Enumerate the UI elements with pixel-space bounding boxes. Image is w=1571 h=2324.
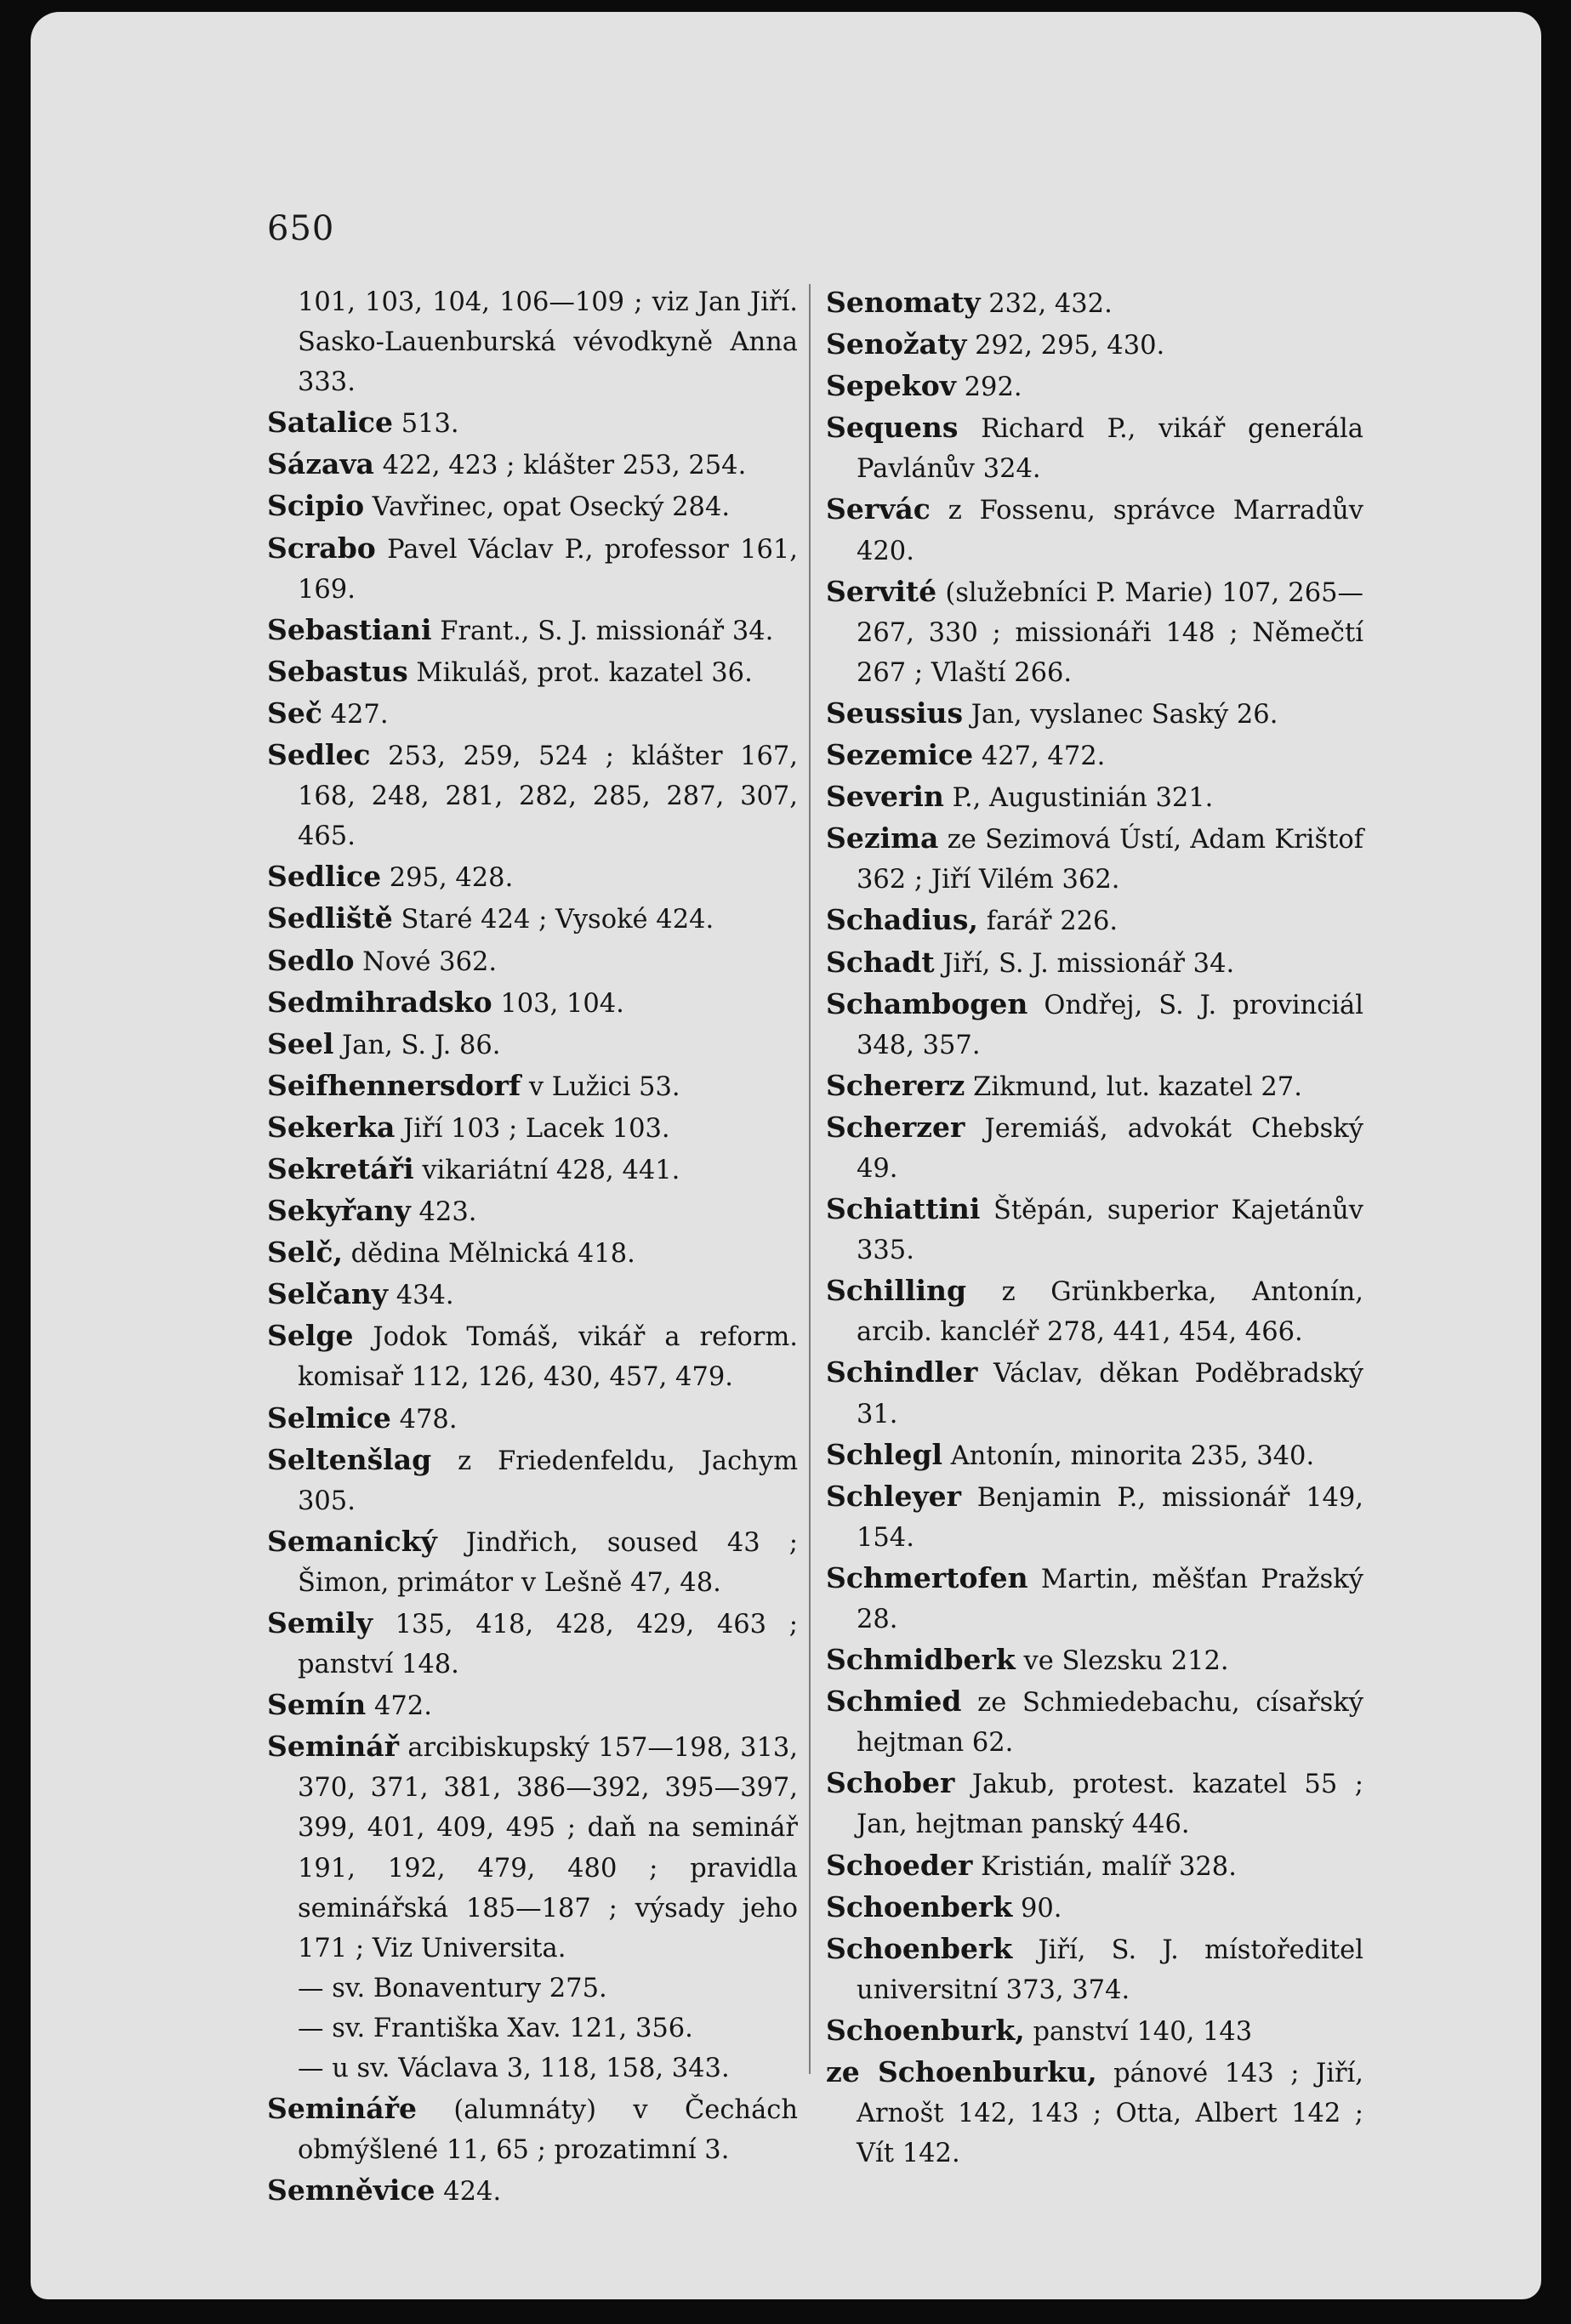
index-entry [267, 2170, 798, 2212]
entry-text: Jiří 103 ; Lacek 103. [403, 1113, 670, 1144]
headword: Schiattini [826, 1192, 981, 1226]
entry-text: Jakub, protest. kazatel 55 ; Jan, hejtman panský 446. [857, 1770, 1363, 1840]
entry-text: Zikmund, lut. kazatel 27. [973, 1071, 1302, 1102]
index-entry [267, 1190, 798, 1232]
index-entry [826, 1065, 1363, 1107]
headword: Sedlo [267, 943, 355, 977]
entry-text: Martin, měšťan Pražský 28. [857, 1564, 1363, 1634]
index-entry [826, 2010, 1363, 2052]
book-page [31, 12, 1541, 2299]
page-number: 650 [267, 209, 335, 248]
entry-text: Jeremiáš, advokát Chebský 49. [857, 1113, 1363, 1184]
index-entry [267, 1603, 798, 1685]
entry-text: z Friedenfeldu, Jachym 305. [298, 1446, 798, 1516]
entry-text: z Fossenu, správce Marradův 420. [857, 496, 1363, 566]
entry-text: Jodok Tomáš, vikář a reform. komisař 112, 126, 430, 457, 479. [298, 1322, 798, 1393]
index-entry [826, 1845, 1363, 1887]
entry-text: P., Augustinián 321. [952, 783, 1214, 814]
headword: Senožaty [826, 327, 967, 361]
entry-text: Jan, S. J. 86. [342, 1030, 501, 1060]
index-entry [826, 1189, 1363, 1270]
headword: Schmidberk [826, 1643, 1016, 1677]
index-entry [826, 282, 1363, 324]
index-column-right [826, 282, 1363, 2173]
index-entry: 101, 103, 104, 106—109 ; viz Jan Jiří. Sasko-Lauenburská vévodkyně Anna 333. [298, 287, 798, 398]
index-entry [267, 1274, 798, 1315]
index-entry [826, 1763, 1363, 1844]
entry-text: Štěpán, superior Kajetánův 335. [857, 1196, 1363, 1266]
headword: Scherzer [826, 1110, 965, 1144]
index-entry [826, 1435, 1363, 1476]
index-entry [826, 407, 1363, 489]
entry-text: 424. [443, 2177, 502, 2208]
entry-text: Vavřinec, opat Osecký 284. [372, 492, 731, 523]
index-entry [267, 1232, 798, 1274]
index-entry [267, 1726, 798, 1969]
entry-text: (alumnáty) v Čechách obmýšlené 11, 65 ; prozatimní 3. [298, 2095, 798, 2166]
entry-text: Benjamin P., missionář 149, 154. [857, 1482, 1363, 1553]
entry-text: 295, 428. [389, 863, 514, 894]
headword: Sázava [267, 447, 374, 481]
index-entry [267, 1521, 798, 1603]
entry-text: panství 140, 143 [1033, 2016, 1253, 2047]
entry-text: dědina Mělnická 418. [350, 1239, 635, 1270]
headword: Sezima [826, 821, 939, 855]
index-entry [267, 940, 798, 982]
index-entry [826, 1352, 1363, 1434]
headword: Schererz [826, 1068, 965, 1102]
index-entry [267, 1398, 798, 1440]
entry-text: Jiří, S. J. místoředitel universitní 373, 374. [857, 1935, 1363, 2005]
headword: Selge [267, 1319, 354, 1353]
index-entry [826, 2052, 1363, 2173]
index-entry [267, 1149, 798, 1190]
headword: ze Schoenburku, [826, 2055, 1097, 2089]
headword: Schoenberk [826, 1931, 1013, 1965]
index-entry [826, 900, 1363, 941]
index-entry [826, 1887, 1363, 1929]
headword: Schober [826, 1766, 955, 1800]
headword: Schlegl [826, 1437, 943, 1471]
headword: Seč [267, 696, 322, 730]
entry-text: Antonín, minorita 235, 340. [950, 1440, 1315, 1471]
entry-text: Frant., S. J. missionář 34. [440, 616, 774, 646]
entry-text: Pavel Václav P., professor 161, 169. [298, 534, 798, 605]
headword: Satalice [267, 406, 394, 440]
entry-text: vikariátní 428, 441. [422, 1155, 680, 1185]
entry-text: Václav, děkan Poděbradský 31. [857, 1359, 1363, 1429]
entry-text: 478. [399, 1404, 458, 1435]
headword: Selmice [267, 1401, 391, 1435]
entry-text: z Grünkberka, Antonín, arcib. kancléř 278, 441, 454, 466. [857, 1277, 1363, 1348]
index-entry [267, 1065, 798, 1107]
headword: Servité [826, 574, 937, 608]
index-subentry: — u sv. Václava 3, 118, 158, 343. [298, 2054, 730, 2084]
index-entry [267, 528, 798, 610]
index-entry [267, 1107, 798, 1149]
entry-text: Richard P., vikář generála Pavlánův 324. [857, 414, 1363, 485]
entry-text: pánové 143 ; Jiří, Arnošt 142, 143 ; Otta, Albert 142 ; Vít 142. [857, 2059, 1363, 2169]
entry-text: 513. [401, 409, 459, 440]
index-entry [267, 651, 798, 693]
headword: Selčany [267, 1277, 389, 1311]
headword: Seussius [826, 696, 964, 730]
headword: Schoenburk, [826, 2013, 1025, 2047]
index-entry [267, 1685, 798, 1726]
headword: Sedlec [267, 738, 371, 772]
headword: Sedlice [267, 860, 382, 894]
entry-text: 135, 418, 428, 429, 463 ; panství 148. [298, 1610, 799, 1680]
headword: Schilling [826, 1274, 967, 1308]
entry-text: ve Slezsku 212. [1023, 1646, 1229, 1677]
index-entry [267, 735, 798, 856]
index-subentry: — sv. Františka Xav. 121, 356. [298, 2013, 693, 2043]
index-entry [826, 1270, 1363, 1352]
index-entry [826, 735, 1363, 776]
headword: Semín [267, 1688, 367, 1722]
headword: Seifhennersdorf [267, 1068, 521, 1102]
index-entry [267, 2088, 798, 2170]
entry-text: arcibiskupský 157—198, 313, 370, 371, 381, 386—392, 395—397, 399, 401, 409, 495 ; daň na seminář 191, 192, 479, 480 ; pravidla seminářská 185—187 ; výsady jeho 171 ; Viz Universita. [298, 1733, 798, 1963]
index-entry [267, 898, 798, 940]
entry-text: v Lužici 53. [528, 1071, 680, 1102]
index-entry [267, 1315, 798, 1397]
entry-text: 90. [1020, 1893, 1062, 1923]
headword: Schadius, [826, 903, 978, 937]
headword: Scipio [267, 489, 365, 523]
headword: Schadt [826, 945, 935, 979]
index-entry [826, 366, 1363, 407]
entry-text: 423. [418, 1197, 477, 1228]
headword: Sedliště [267, 901, 393, 935]
index-entry [267, 610, 798, 651]
headword: Sepekov [826, 369, 956, 403]
index-subentry: — sv. Bonaventury 275. [298, 1973, 607, 2003]
entry-text: Kristián, malíř 328. [981, 1851, 1237, 1882]
headword: Scrabo [267, 531, 376, 565]
index-column-left [267, 282, 798, 2212]
headword: Semináře [267, 2092, 418, 2126]
entry-text: Nové 362. [362, 946, 498, 977]
column-divider [809, 284, 811, 2074]
index-entry [267, 486, 798, 527]
headword: Sebastiani [267, 612, 432, 646]
headword: Semanický [267, 1524, 437, 1558]
index-entry [826, 1107, 1363, 1189]
index-entry [267, 693, 798, 735]
index-entry [267, 1440, 798, 1521]
entry-text: (služebníci P. Marie) 107, 265—267, 330 ; missionáři 148 ; Němečtí 267 ; Vlaští 266. [857, 577, 1364, 688]
headword: Semněvice [267, 2173, 435, 2208]
entry-text: 427, 472. [981, 742, 1106, 772]
index-entry [826, 942, 1363, 984]
headword: Sequens [826, 411, 959, 445]
headword: Selč, [267, 1236, 343, 1270]
headword: Schleyer [826, 1479, 962, 1513]
index-entry [826, 776, 1363, 818]
index-entry [826, 818, 1363, 900]
index-entry [826, 571, 1363, 693]
index-entry [826, 1929, 1363, 2010]
headword: Schmied [826, 1685, 962, 1719]
headword: Sekretáři [267, 1151, 414, 1185]
index-entry [826, 1681, 1363, 1763]
headword: Senomaty [826, 286, 981, 319]
entry-text: Jindřich, soused 43 ; Šimon, primátor v Lešně 47, 48. [298, 1527, 798, 1598]
index-entry [826, 324, 1363, 366]
entry-text: 253, 259, 524 ; klášter 167, 168, 248, 281, 282, 285, 287, 307, 465. [298, 742, 798, 852]
entry-text: Jan, vyslanec Saský 26. [970, 699, 1278, 730]
index-entry [826, 489, 1363, 571]
entry-text: 422, 423 ; klášter 253, 254. [382, 451, 747, 481]
headword: Schmertofen [826, 1560, 1028, 1594]
entry-text: 292. [964, 372, 1022, 403]
entry-text: Ondřej, S. J. provinciál 348, 357. [857, 990, 1363, 1060]
entry-text: ze Sezimová Ústí, Adam Krištof 362 ; Jiří Vilém 362. [857, 825, 1363, 895]
headword: Schambogen [826, 986, 1028, 1020]
entry-text: 292, 295, 430. [975, 331, 1165, 361]
headword: Servác [826, 492, 931, 526]
headword: Seel [267, 1026, 334, 1060]
index-entry [267, 1024, 798, 1065]
entry-text: farář 226. [986, 906, 1118, 937]
entry-text: Jiří, S. J. missionář 34. [942, 948, 1235, 979]
entry-text: ze Schmiedebachu, císařský hejtman 62. [857, 1688, 1363, 1759]
index-entry [267, 856, 798, 898]
index-entry [267, 402, 798, 444]
headword: Seminář [267, 1730, 400, 1764]
headword: Sekyřany [267, 1194, 411, 1228]
index-entry [267, 444, 798, 486]
index-entry [826, 693, 1363, 735]
headword: Schoenberk [826, 1889, 1013, 1923]
entry-text: 232, 432. [988, 289, 1113, 319]
entry-text: 103, 104. [500, 988, 624, 1019]
index-entry [267, 982, 798, 1024]
entry-text: 472. [373, 1691, 432, 1722]
headword: Severin [826, 780, 944, 814]
entry-text: 427. [330, 699, 389, 730]
entry-text: 434. [396, 1281, 454, 1311]
index-entry [826, 1558, 1363, 1639]
headword: Sekerka [267, 1110, 396, 1144]
headword: Sebastus [267, 654, 408, 688]
headword: Sezemice [826, 738, 974, 772]
headword: Semily [267, 1606, 373, 1639]
index-entry [826, 1639, 1363, 1681]
headword: Seltenšlag [267, 1442, 432, 1476]
headword: Schindler [826, 1355, 978, 1389]
headword: Schoeder [826, 1848, 973, 1882]
entry-text: Mikuláš, prot. kazatel 36. [416, 657, 753, 688]
index-entry [826, 1476, 1363, 1558]
headword: Sedmihradsko [267, 985, 492, 1019]
entry-text: Staré 424 ; Vysoké 424. [401, 905, 714, 935]
index-entry [826, 984, 1363, 1065]
